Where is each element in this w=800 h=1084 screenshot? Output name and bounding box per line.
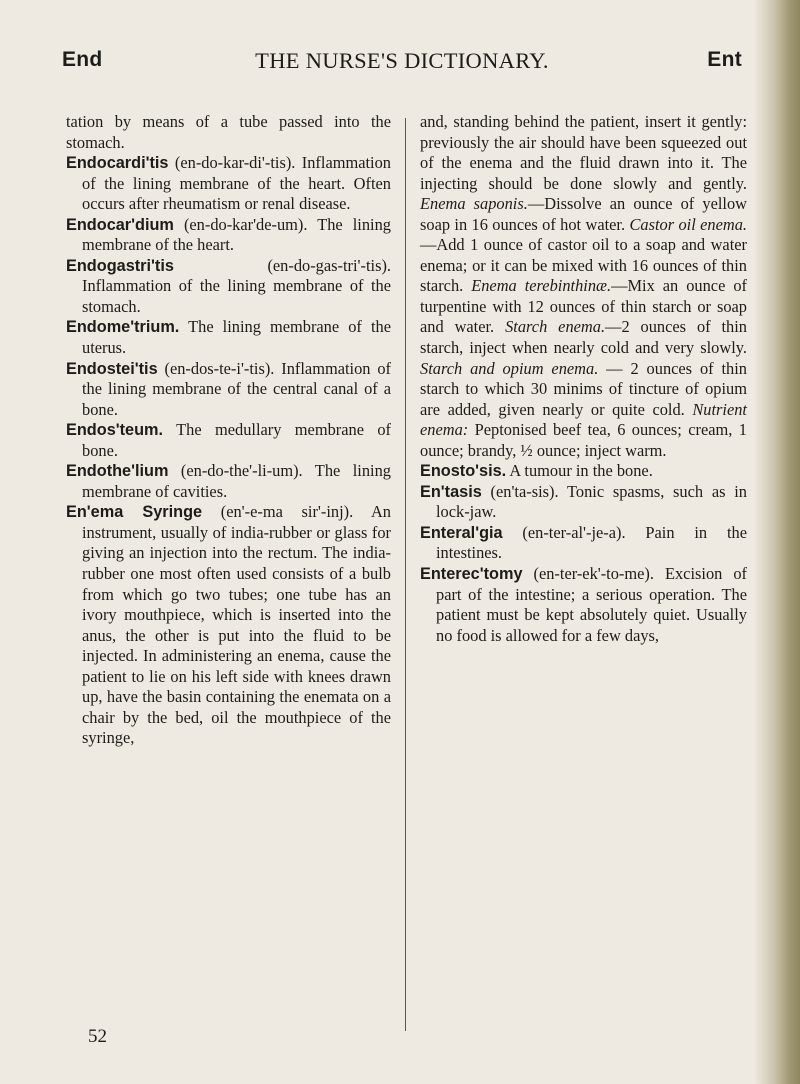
entry-definition: (en'-e-ma sir'-inj). An instrument, usually of india-rubber or glass for giving an injection into the rectum. The india-rubber one most often used consists of a bulb from which go two tubes; one tube has an ivory mouthpiece, which is inserted into the anus, the other is put into the fluid to be injected. In administering an enema, cause the patient to lie on his left side with knees drawn up, have the basin containing the enemata on a chair by the bed, oil the mouthpiece of the syringe,	[82, 502, 391, 748]
entry-definition: (en-do-gas-tri'-tis). Inflammation of the lining membrane of the stomach.	[82, 255, 391, 316]
entry-definition: (en-ter-al'-je-a). Pain in the intestines.	[436, 522, 747, 563]
entry-term: Endothe'lium	[66, 462, 169, 481]
recipe-text: — 2 ounces of thin starch to which 30 minims of tincture of opium are added, given nearly or quite cold.	[420, 358, 747, 419]
entry-endocardium	[66, 215, 391, 256]
entry-term: Enteral'gia	[420, 523, 503, 542]
entry-definition: A tumour in the bone.	[509, 461, 653, 481]
left-column	[66, 112, 391, 749]
header-title: THE NURSE'S DICTIONARY.	[255, 48, 549, 73]
running-header	[62, 48, 742, 88]
entry-endosteum	[66, 420, 391, 461]
entry-definition: The medullary membrane of bone.	[82, 420, 391, 460]
recipe-text: Peptonised beef tea, 6 ounces; cream, 1 ounce; brandy, ½ ounce; inject warm.	[420, 420, 747, 460]
entry-endometrium	[66, 317, 391, 358]
entry-enema-syringe	[66, 502, 391, 749]
entry-term: Endos'teum.	[66, 421, 164, 440]
page-number: 52	[88, 1026, 107, 1047]
page-edge-line	[779, 0, 782, 1084]
recipe-name: Enema terebinthinæ.	[471, 276, 612, 296]
entry-enterectomy	[420, 564, 747, 646]
entry-definition: (en-dos-te-i'-tis). Inflammation of the lining membrane of the central canal of a bone.	[82, 358, 391, 419]
entry-term: En'tasis	[420, 482, 482, 501]
entry-definition: (en-do-kar'de-um). The lining membrane of the heart.	[82, 214, 391, 255]
column-divider	[405, 118, 406, 1031]
entry-enteralgia	[420, 523, 747, 564]
continuation-text: and, standing behind the patient, insert it gently: previously the air should have been squeezed out of the enema and the fluid drawn into it. The injecting should be done slowly and gently.	[420, 112, 747, 193]
entry-enostosis	[420, 461, 747, 482]
entry-definition: (en-ter-ek'-to-me). Excision of part of the intestine; a serious operation. The patient must be kept absolutely quiet. Usually no food is allowed for a few days,	[436, 564, 747, 645]
left-continuation-text: tation by means of a tube passed into the stomach.	[66, 112, 391, 152]
entry-term: En'ema Syringe	[66, 503, 203, 522]
recipe-name: Starch and opium enema.	[420, 358, 599, 378]
right-column	[420, 112, 747, 646]
right-continuation-text	[420, 112, 747, 461]
header-last-word: Ent	[707, 48, 742, 71]
entry-term: Endome'trium.	[66, 318, 180, 337]
entry-definition: (en-do-the'-li-um). The lining membrane of cavities.	[82, 461, 391, 501]
entry-endothelium	[66, 461, 391, 502]
entry-term: Enterec'tomy	[420, 565, 523, 584]
entry-endogastritis	[66, 256, 391, 318]
recipe-text: —2 ounces of thin starch, inject when nearly cold and very slowly.	[420, 317, 747, 358]
recipe-name: Enema saponis.	[420, 194, 528, 214]
entry-term: Endostei'tis	[66, 359, 158, 378]
recipe-text: —Add 1 ounce of castor oil to a soap and water enema; or it can be mixed with 16 ounces of thin starch.	[420, 235, 747, 296]
entry-term: Enosto'sis.	[420, 462, 507, 481]
recipe-text: —Dissolve an ounce of yellow soap in 16 ounces of hot water.	[420, 194, 747, 234]
entry-definition: (en-do-kar-di'-tis). Inflammation of the lining membrane of the heart. Often occurs after rheumatism or renal disease.	[82, 153, 391, 214]
entry-endosteitis	[66, 359, 391, 421]
page-edge-shadow	[754, 0, 800, 1084]
entry-entasis	[420, 482, 747, 523]
entry-definition: (en'ta-sis). Tonic spasms, such as in lock-jaw.	[436, 481, 747, 522]
header-first-word: End	[62, 48, 103, 71]
entry-definition: The lining membrane of the uterus.	[82, 317, 391, 358]
entry-term: Endocar'dium	[66, 215, 174, 234]
recipe-name: Starch enema.	[505, 317, 606, 337]
entry-term: Endocardi'tis	[66, 154, 169, 173]
entry-endocarditis	[66, 153, 391, 215]
recipe-name: Nutrient enema:	[420, 399, 747, 440]
recipe-name: Castor oil enema.	[629, 214, 747, 234]
recipe-text: —Mix an ounce of turpentine with 12 ounces of thin starch or soap and water.	[420, 276, 747, 337]
entry-term: Endogastri'tis	[66, 256, 174, 275]
